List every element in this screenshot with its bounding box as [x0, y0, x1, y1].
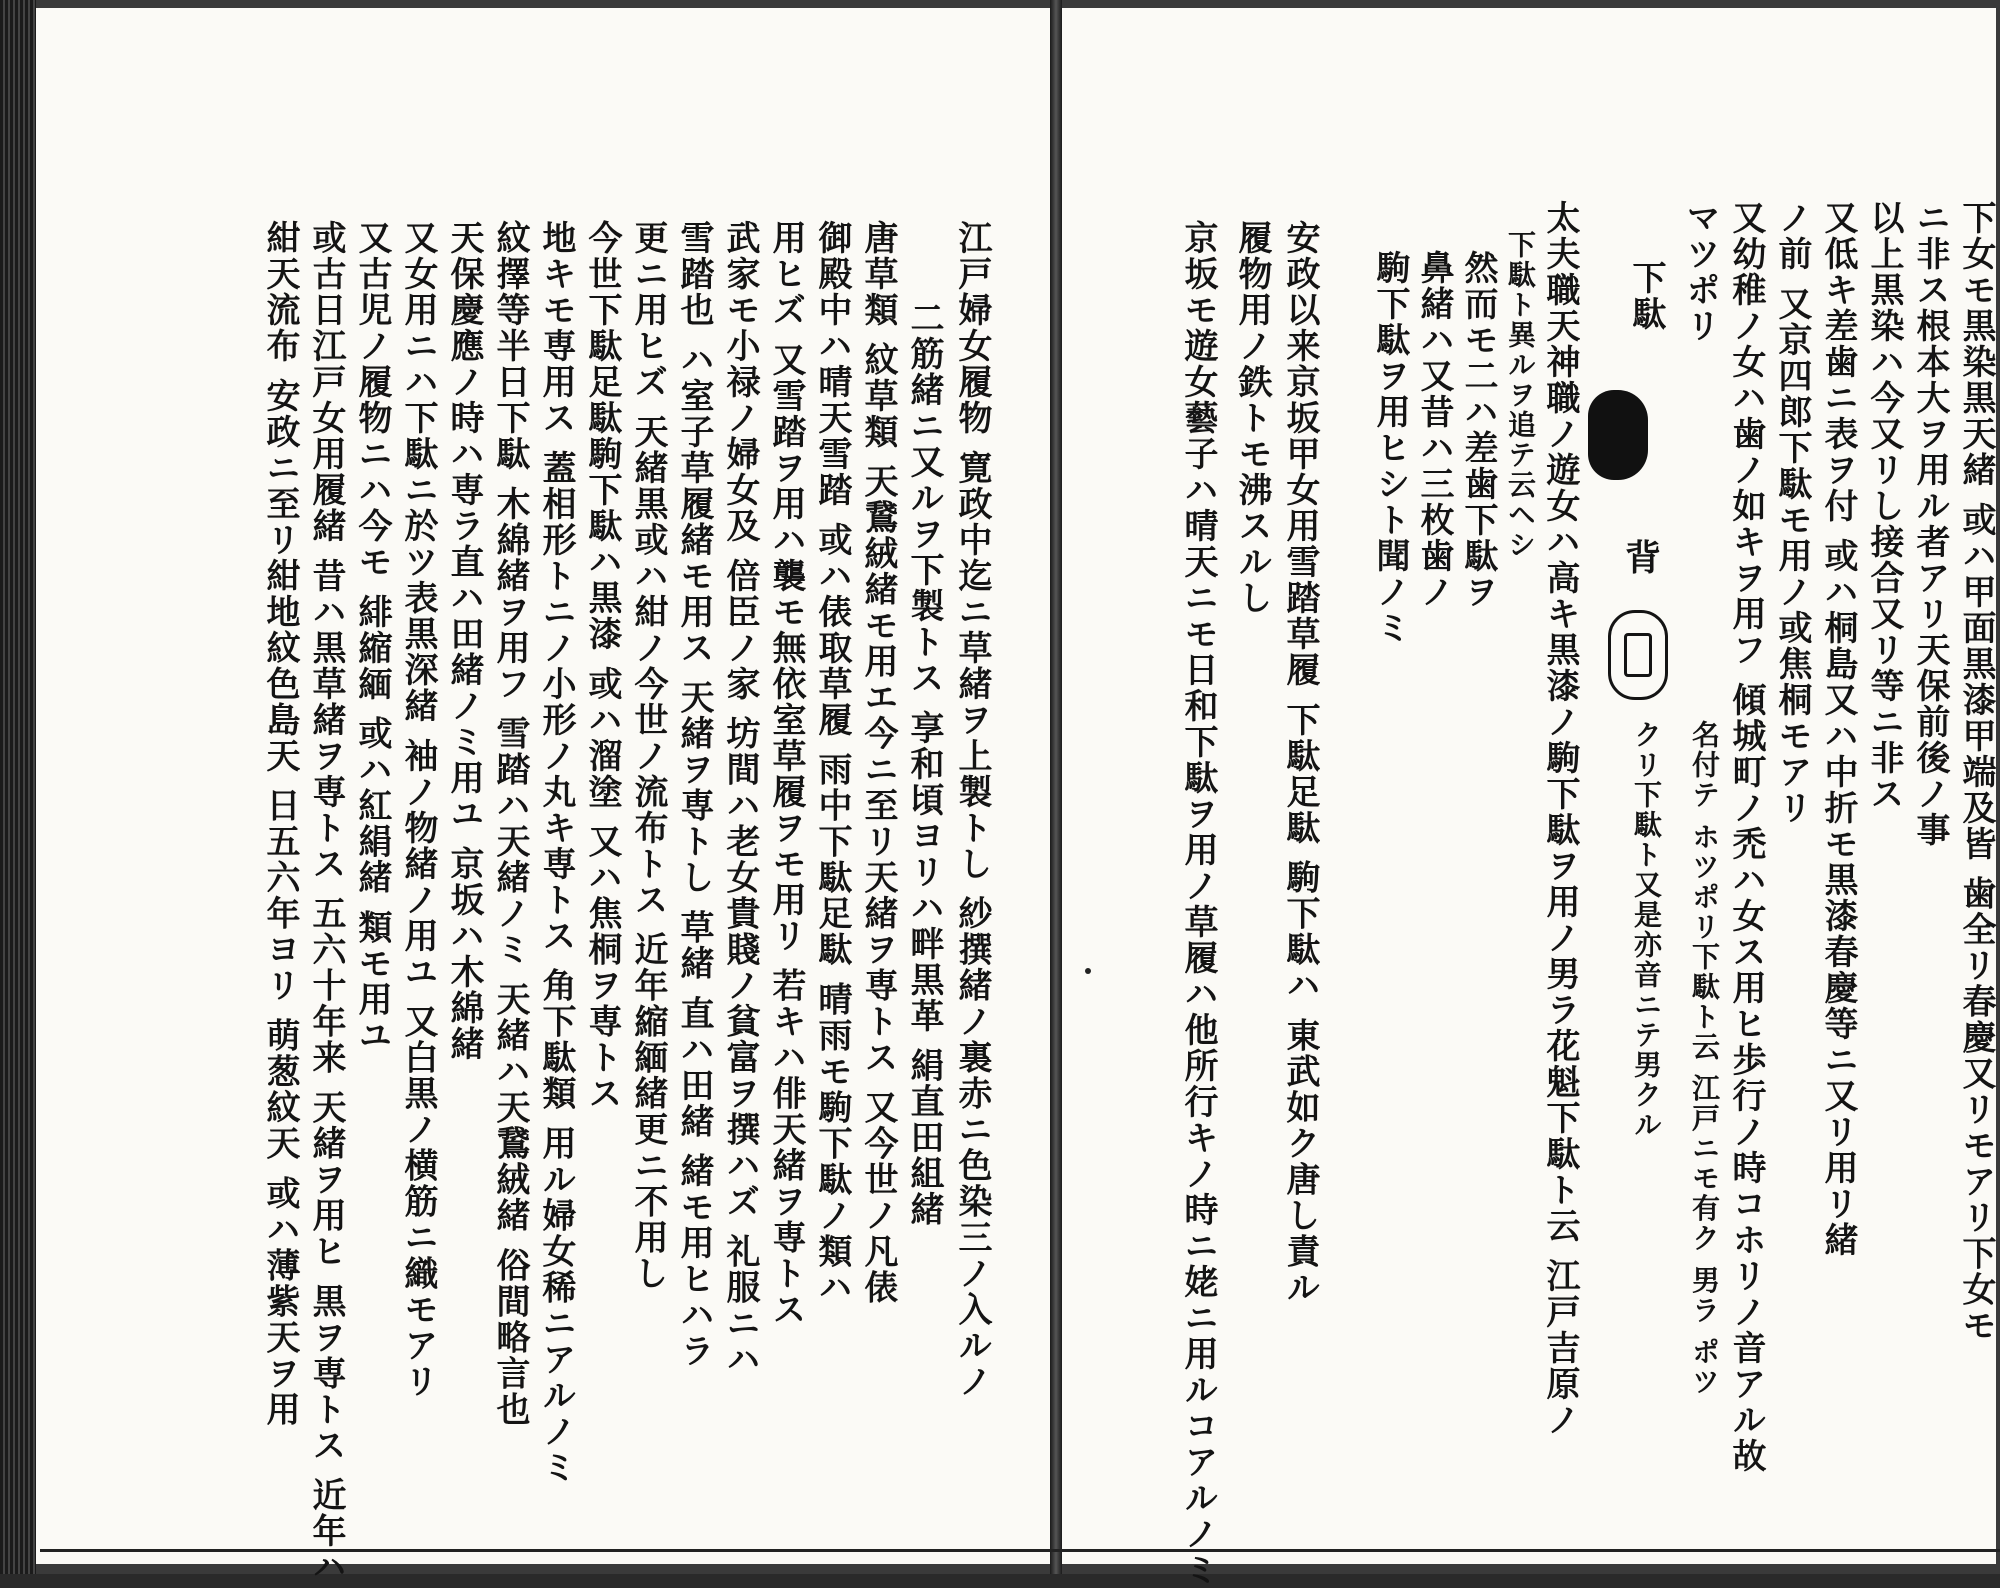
- ink-dot: [1085, 968, 1091, 974]
- right-col-9: 太夫職天神職ノ遊女ハ高キ黒漆ノ駒下駄ヲ用ノ男ラ花魁下駄ト云 江戸吉原ノ: [1540, 200, 1580, 1438]
- right-col-2: ニ非ス根本大ヲ用ル者アリ天保前後ノ事: [1910, 200, 1950, 848]
- right-annotation-1: 名付テ ホツポリ下駄ト云 江戸ニモ有ク 男ラ ポツ: [1688, 720, 1721, 1397]
- right-col-16: 京坂モ遊女藝子ハ晴天ニモ日和下駄ヲ用ノ草履ハ他所行キノ時ニ姥ニ用ルコアルノミ: [1178, 220, 1218, 1588]
- left-col-5: 用ヒズ 又雪踏ヲ用ハ襲モ無依室草履ヲモ用リ 若キハ俳天緒ヲ専トス: [766, 220, 806, 1328]
- left-col-9: 今世下駄足駄駒下駄ハ黒漆 或ハ溜塗 又ハ焦桐ヲ専トス: [582, 220, 622, 1112]
- left-col-2: 二筋緒ニ又ルヲ下製トス 享和頃ヨリハ畔黒革 絹直田組緒: [904, 300, 944, 1228]
- right-col-4: 又低キ差歯ニ表ヲ付 或ハ桐島又ハ中折モ黒漆春慶等ニ又リ用リ緒: [1818, 200, 1858, 1258]
- left-col-7: 雪踏也 ハ室子草履緒モ用ス 天緒ヲ専トし 草緒 直ハ田緒 緒モ用ヒハラ: [674, 220, 714, 1370]
- right-col-12: 鼻緒ハ又昔ハ三枚歯ノ: [1414, 250, 1454, 610]
- right-col-13: 駒下駄ヲ用ヒシト聞ノミ: [1370, 250, 1410, 646]
- right-col-8: 下駄: [1626, 260, 1666, 332]
- left-col-4: 御殿中ハ晴天雪踏 或ハ俵取草履 雨中下駄足駄 晴雨モ駒下駄ノ類ハ: [812, 220, 852, 1306]
- left-col-13: 又女用ニハ下駄ニ於ツ表黒深緒 袖ノ物緒ノ用ユ 又白黒ノ横筋ニ織モアリ: [398, 220, 438, 1400]
- left-col-12: 天保慶應ノ時ハ専ラ直ハ田緒ノミ用ユ 京坂ハ木綿緒: [444, 220, 484, 1062]
- right-annotation-2: クリ下駄ト又是亦音ニテ男クル: [1630, 720, 1663, 1140]
- back-label: 背: [1625, 537, 1662, 579]
- book-gutter: [1050, 0, 1062, 1574]
- left-col-6: 武家モ小禄ノ婦女及 倍臣ノ家 坊間ハ老女貴賤ノ貧富ヲ撰ハズ 礼服ニハ: [720, 220, 760, 1378]
- right-col-10: 下駄ト異ルヲ追テ云ヘシ: [1504, 230, 1537, 560]
- left-col-8: 更ニ用ヒズ 天緒黒或ハ紺ノ今世ノ流布トス 近年縮緬緒更ニ不用し: [628, 220, 668, 1292]
- left-col-11: 紋擇等半日下駄 木綿緒ヲ用フ 雪踏ハ天緒ノミ 天緒ハ天鵞絨緒 俗間略言也: [490, 220, 530, 1428]
- right-col-11: 然而モ二ハ差歯下駄ヲ: [1458, 250, 1498, 610]
- left-col-3: 唐草類 紋草類 天鵞絨緒モ用エ今ニ至リ天緒ヲ専トス 又今世ノ凡俵: [858, 220, 898, 1306]
- left-col-10: 地キモ専用ス 蓋相形トニノ小形ノ丸キ専トス 角下駄類 用ル婦女稀ニアルノミ: [536, 220, 576, 1486]
- right-col-7: マツポリ: [1680, 200, 1720, 344]
- oval-sketch: [1608, 610, 1668, 700]
- right-col-6: 又幼稚ノ女ハ歯ノ如キヲ用フ 傾城町ノ禿ハ女ス用ヒ歩行ノ時コホリノ音アル故: [1726, 200, 1766, 1474]
- page-edge-stack: [0, 0, 36, 1574]
- left-col-16: 紺天流布 安政ニ至リ紺地紋色島天 日五六年ヨリ 萌葱紋天 或ハ薄紫天ヲ用: [260, 220, 300, 1428]
- right-col-1: 下女モ黒染黒天緒 或ハ甲面黒漆甲端及皆 歯全リ春慶又リモアリ下女モ: [1956, 200, 1996, 1344]
- left-col-1: 江戸婦女履物 寛政中迄ニ草緒ヲ上製トし 紗撰緒ノ裏赤ニ色染三ノ入ルノ: [952, 220, 992, 1400]
- black-oval-seal: [1588, 390, 1648, 480]
- right-col-15: 履物用ノ鉄トモ沸スルし: [1232, 220, 1272, 616]
- right-col-3: 以上黒染ハ今又リし接合又リ等ニ非ス: [1864, 200, 1904, 812]
- right-col-14: 安政以来京坂甲女用雪踏草履 下駄足駄 駒下駄ハ 東武如ク唐し責ル: [1280, 220, 1320, 1306]
- left-col-15: 或古日江戸女用履緒 昔ハ黒草緒ヲ専トス 五六十年来 天緒ヲ用ヒ 黒ヲ専トス 近年ハ: [306, 220, 346, 1586]
- right-col-5: ノ前 又京四郎下駄モ用ノ或焦桐モアリ: [1772, 200, 1812, 826]
- left-col-14: 又古児ノ履物ニハ今モ 緋縮緬 或ハ紅絹緒 類モ用ユ: [352, 220, 392, 1054]
